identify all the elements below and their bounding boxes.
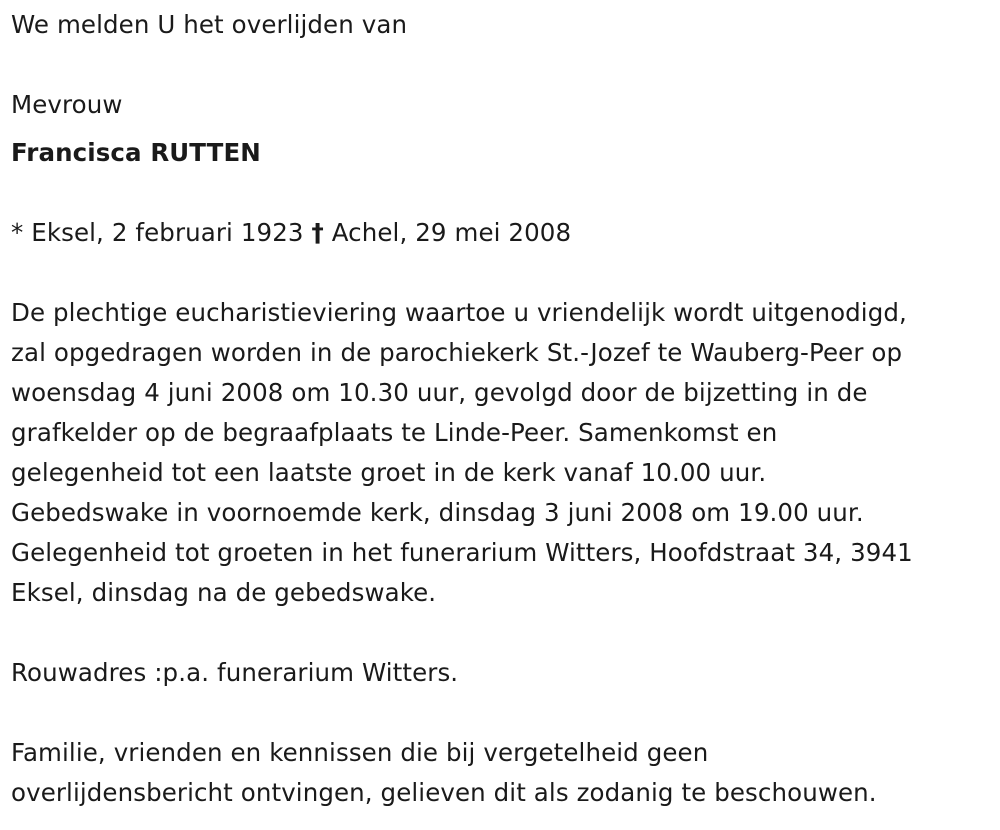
- mourning-address: Rouwadres :p.a. funerarium Witters.: [11, 658, 459, 687]
- dates-line: [11, 217, 571, 249]
- salutation: Mevrouw: [11, 90, 123, 119]
- death-text: Achel, 29 mei 2008: [331, 218, 572, 247]
- deceased-name: Francisca RUTTEN: [11, 138, 261, 167]
- ceremony-line: zal opgedragen worden in de parochiekerk St.-Jozef te Wauberg-Peer op: [11, 338, 903, 367]
- ceremony-line: gelegenheid tot een laatste groet in de kerk vanaf 10.00 uur.: [11, 458, 767, 487]
- ceremony-line: Gelegenheid tot groeten in het funerarium Witters, Hoofdstraat 34, 3941: [11, 538, 913, 567]
- intro-text: We melden U het overlijden van: [11, 10, 408, 39]
- closing-line: overlijdensbericht ontvingen, gelieven dit als zodanig te beschouwen.: [11, 778, 877, 807]
- ceremony-line: Eksel, dinsdag na de gebedswake.: [11, 578, 437, 607]
- closing-line: Familie, vrienden en kennissen die bij vergetelheid geen: [11, 738, 709, 767]
- cross-icon: †: [311, 218, 324, 247]
- ceremony-line: grafkelder op de begraafplaats te Linde-Peer. Samenkomst en: [11, 418, 778, 447]
- ceremony-line: woensdag 4 juni 2008 om 10.30 uur, gevolgd door de bijzetting in de: [11, 378, 868, 407]
- birth-text: * Eksel, 2 februari 1923: [11, 218, 304, 247]
- ceremony-line: Gebedswake in voornoemde kerk, dinsdag 3 juni 2008 om 19.00 uur.: [11, 498, 864, 527]
- ceremony-line: De plechtige eucharistieviering waartoe u vriendelijk wordt uitgenodigd,: [11, 298, 907, 327]
